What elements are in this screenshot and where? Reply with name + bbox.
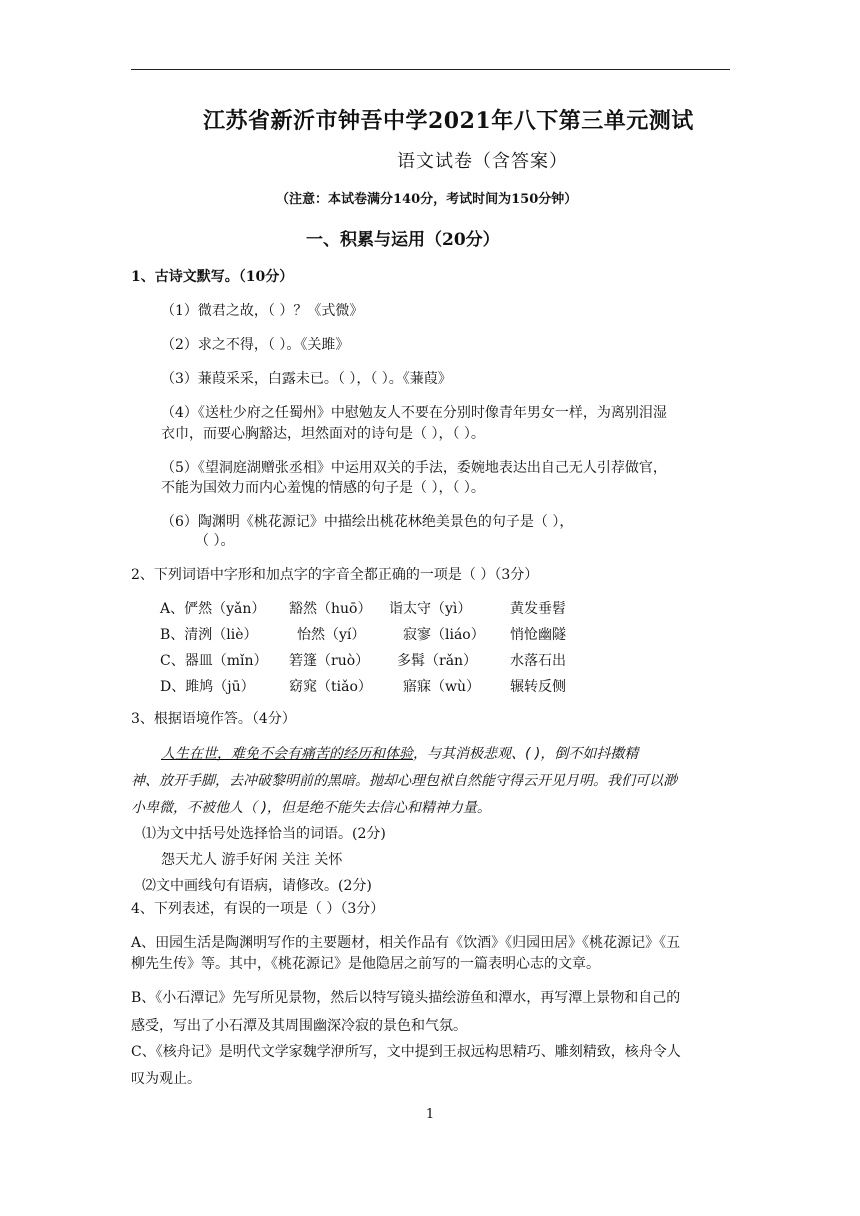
question-3-sub-2: ⑵文中画线句有语病，请修改。(2分) — [142, 878, 372, 894]
question-4-line: C、《核舟记》是明代文学家魏学洢所写，文中提到王叔远构思精巧、雕刻精致，核舟令人 — [131, 1044, 681, 1060]
question-2-heading: 2、下列词语中字形和加点字的字音全都正确的一项是（ ）（3分） — [131, 567, 539, 583]
exam-subtitle: 语文试卷（含答案） — [397, 151, 568, 172]
passage-line-2: 神、放开手脚，去冲破黎明前的黑暗。抛却心理包袱自然能守得云开见月明。我们可以渺 — [131, 773, 677, 789]
option-d-word-1: D、雎鸠（jū） — [160, 679, 255, 695]
question-3-heading: 3、根据语境作答。（4分） — [131, 711, 296, 727]
passage-line-1 — [161, 744, 638, 764]
option-b-word-1: B、清洌（liè） — [160, 627, 258, 643]
header-rule — [131, 69, 730, 70]
option-d-word-4: 辗转反侧 — [510, 679, 566, 695]
option-c-word-3: 多髯（rǎn） — [397, 653, 478, 669]
passage-line-1-rest: ，与其消极悲观、( )，倒不如抖擞精 — [413, 746, 639, 762]
question-4-line: 柳先生传》等。其中，《桃花源记》是他隐居之前写的一篇表明心志的文章。 — [131, 956, 600, 972]
question-1-item: 不能为国效力而内心羞愧的情感的句子是（ ），（ ）。 — [161, 480, 485, 496]
word-choices: 怨天尤人 游手好闲 关注 关怀 — [161, 852, 343, 868]
option-b-word-4: 悄怆幽隧 — [510, 627, 566, 643]
question-1-heading: 1、古诗文默写。（10分） — [131, 269, 294, 285]
question-1-item: （3）蒹葭采采，白露未已。（ ），（ ）。《蒹葭》 — [161, 371, 452, 387]
option-d-word-3: 寤寐（wù） — [403, 679, 480, 695]
option-c-word-2: 箬篷（ruò） — [289, 653, 370, 669]
question-4-line: 叹为观止。 — [131, 1071, 201, 1087]
option-c-word-1: C、器皿（mǐn） — [160, 653, 268, 669]
exam-notice: （注意：本试卷满分140分，考试时间为150分钟） — [276, 192, 578, 207]
option-c-word-4: 水落石出 — [510, 653, 566, 669]
question-1-item: （2）求之不得，（ ）。《关雎》 — [161, 337, 350, 353]
option-a-word-4: 黄发垂髫 — [510, 601, 566, 617]
question-1-item: （1）微君之故，（ ）？《式微》 — [161, 303, 364, 319]
option-a-word-3: 诣太守（yì） — [389, 601, 472, 617]
option-a-word-1: A、俨然（yǎn） — [160, 601, 266, 617]
option-b-word-3: 寂寥（liáo） — [403, 627, 485, 643]
question-1-item: （4）《送杜少府之任蜀州》中慰勉友人不要在分别时像青年男女一样，为离别泪湿 — [161, 405, 667, 421]
option-a-word-2: 豁然（huō） — [289, 601, 372, 617]
question-4-heading: 4、下列表述，有误的一项是（ ）（3分） — [131, 901, 385, 917]
question-4-line: 感受，写出了小石潭及其周围幽深冷寂的景色和气氛。 — [131, 1018, 467, 1034]
option-d-word-2: 窈窕（tiǎo） — [289, 679, 372, 695]
passage-line-3: 小卑微，不被他人（ )，但是绝不能失去信心和精神力量。 — [131, 800, 491, 816]
question-1-item: （5）《望洞庭湖赠张丞相》中运用双关的手法，委婉地表达出自己无人引荐做官， — [161, 460, 667, 476]
question-1-item: （ ）。 — [195, 533, 235, 549]
page-number: 1 — [425, 1107, 435, 1122]
question-1-item: 衣巾，而要心胸豁达，坦然面对的诗句是（ ），（ ）。 — [161, 426, 485, 442]
exam-title: 江苏省新沂市钟吾中学2021年八下第三单元测试 — [203, 108, 694, 134]
option-b-word-2: 怡然（yí） — [297, 627, 366, 643]
question-4-line: A、田园生活是陶渊明写作的主要题材，相关作品有《饮酒》《归园田居》《桃花源记》《五 — [131, 935, 681, 951]
question-3-sub-1: ⑴为文中括号处选择恰当的词语。(2分) — [142, 826, 386, 842]
question-4-line: B、《小石潭记》先写所见景物，然后以特写镜头描绘游鱼和潭水，再写潭上景物和自己的 — [131, 990, 681, 1006]
question-1-item: （6）陶渊明《桃花源记》中描绘出桃花林绝美景色的句子是（ ）， — [161, 514, 574, 530]
underlined-sentence: 人生在世，难免不会有痛苦的经历和体验 — [161, 746, 413, 762]
section-heading: 一、积累与运用（20分） — [306, 230, 500, 250]
